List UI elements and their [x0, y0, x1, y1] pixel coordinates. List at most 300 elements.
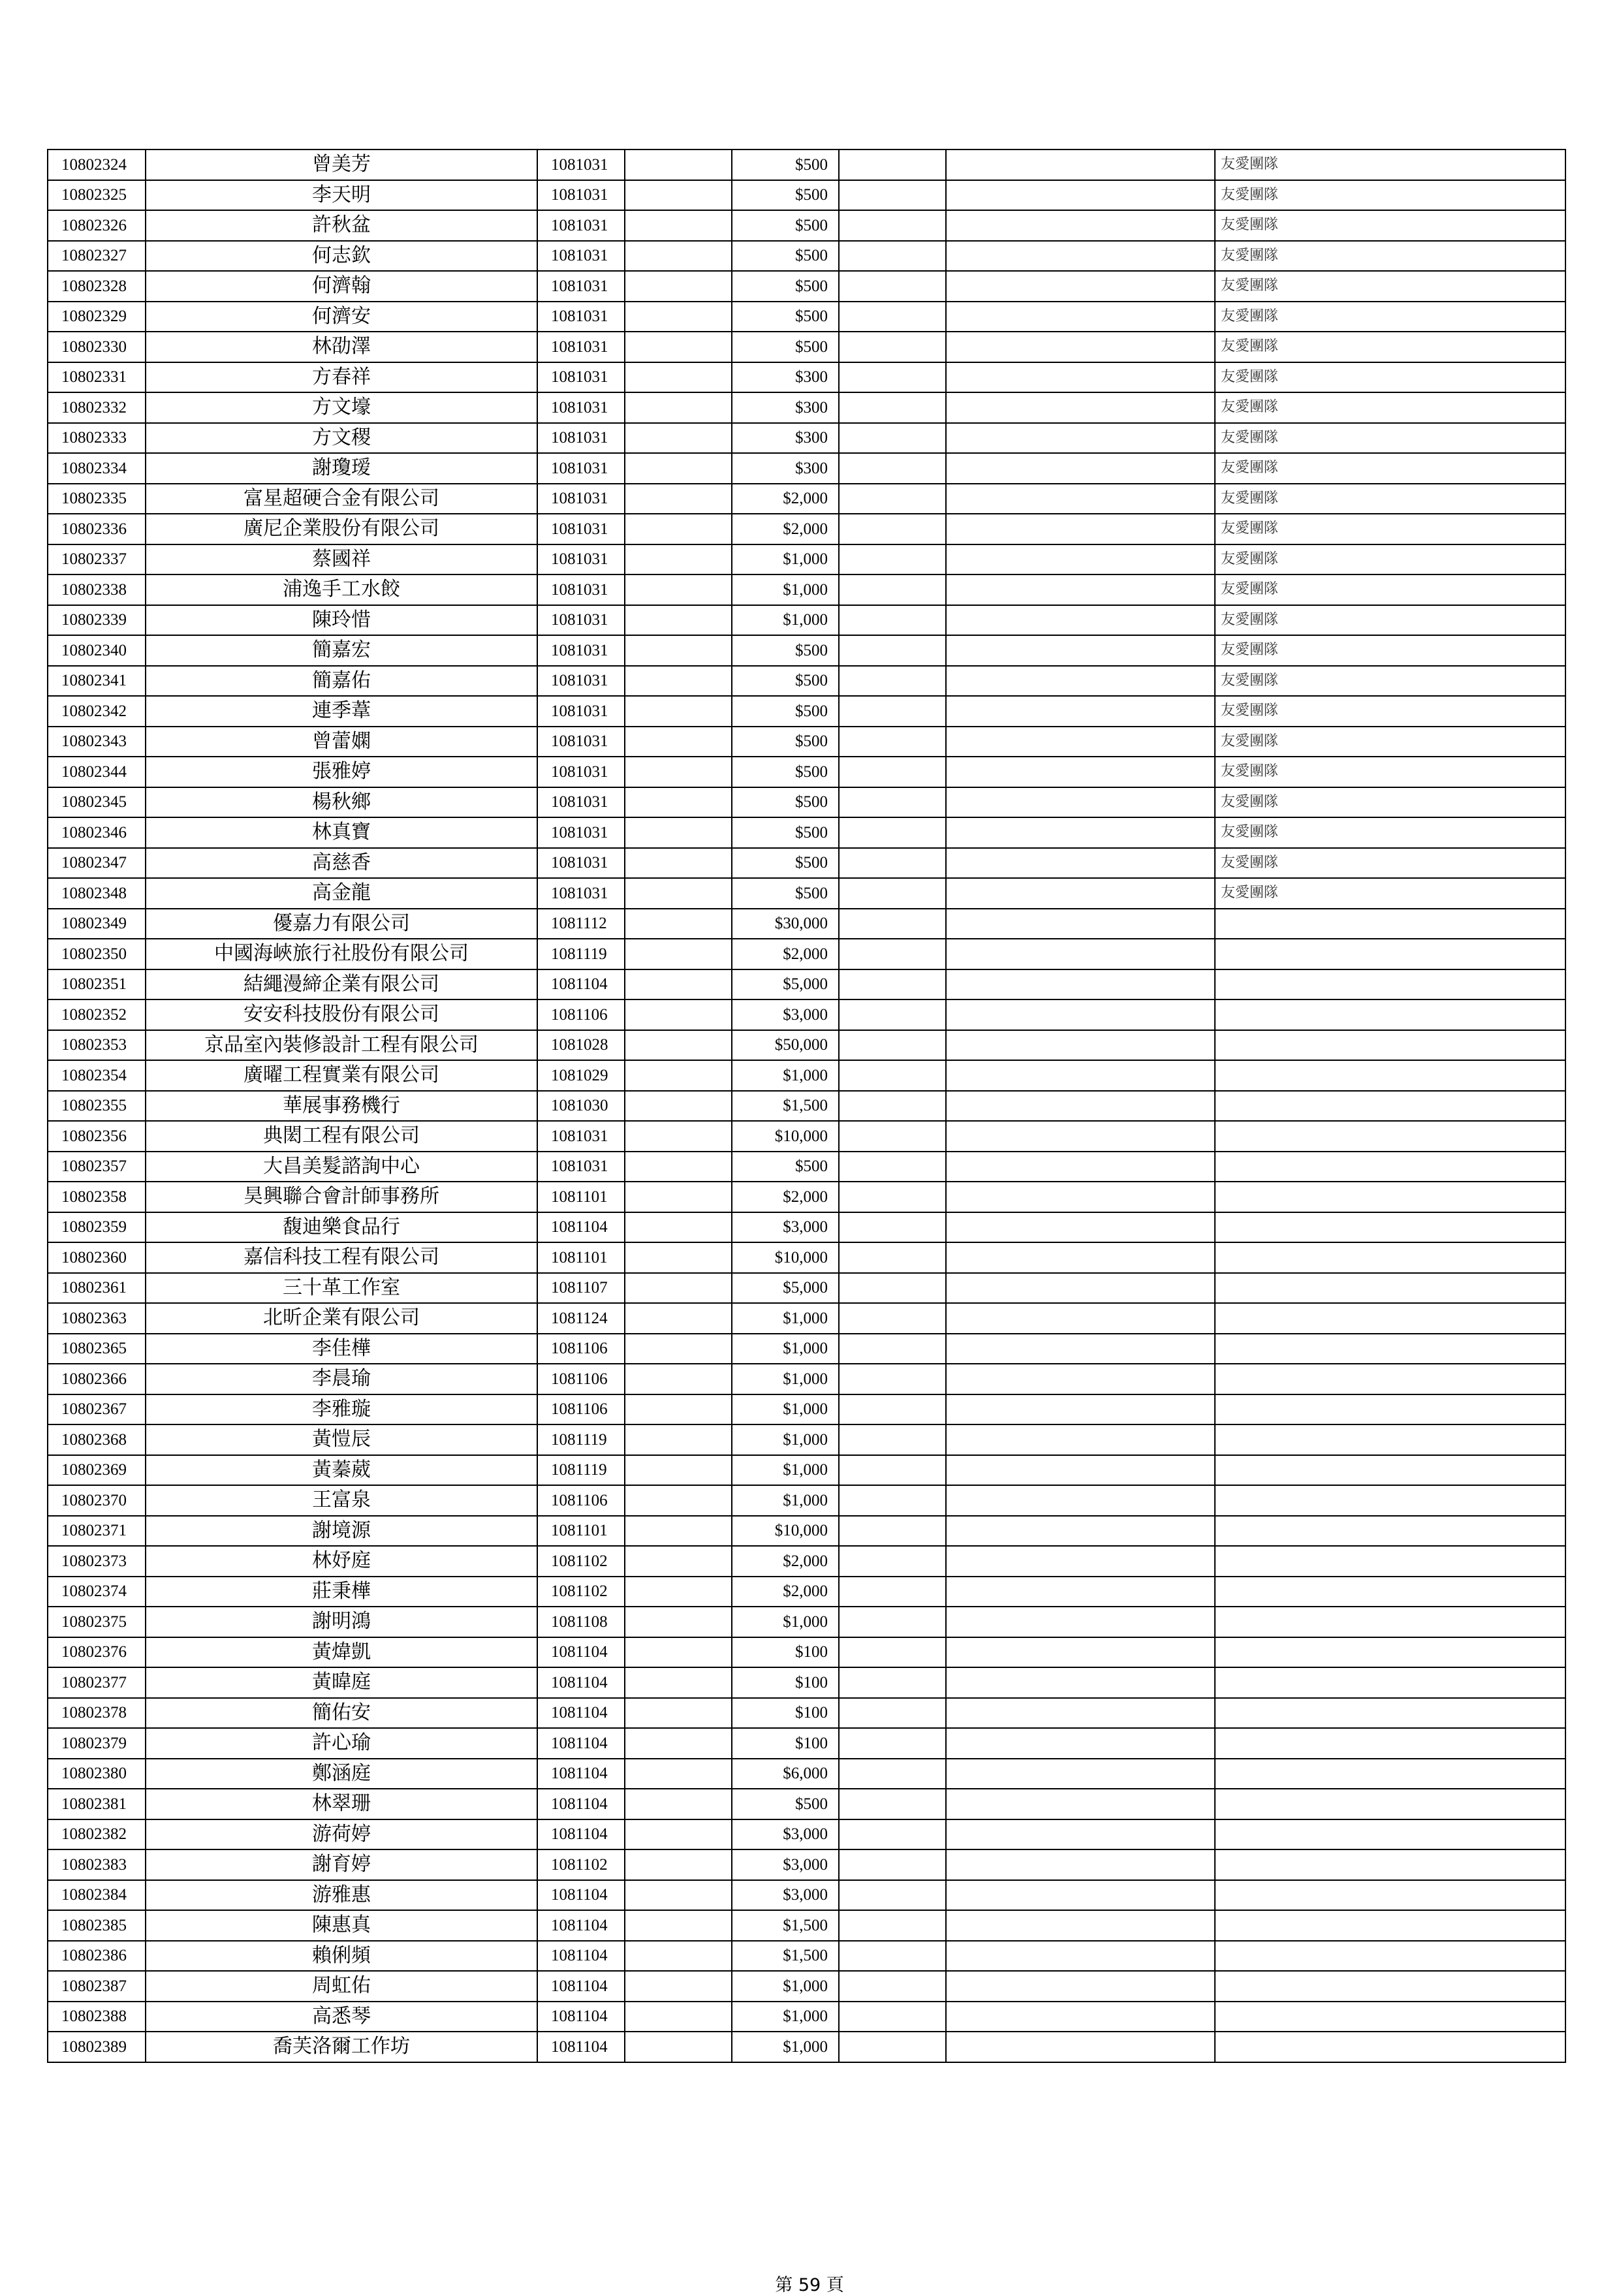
- blank-cell: [625, 1849, 732, 1880]
- blank-cell: [839, 1394, 946, 1425]
- blank-cell: [946, 1364, 1215, 1394]
- blank-cell: [839, 1030, 946, 1061]
- blank-cell: [625, 180, 732, 211]
- donor-name-cell: 李佳樺: [146, 1334, 537, 1364]
- receipt-number-cell: 10802377: [48, 1667, 146, 1698]
- note-cell: 友愛團隊: [1215, 757, 1565, 787]
- amount-cell: $500: [732, 271, 839, 302]
- blank-cell: [625, 696, 732, 727]
- note-cell: 友愛團隊: [1215, 149, 1565, 180]
- receipt-number-cell: 10802328: [48, 271, 146, 302]
- amount-cell: $6,000: [732, 1759, 839, 1789]
- blank-cell: [946, 149, 1215, 180]
- blank-cell: [839, 392, 946, 423]
- amount-cell: $1,500: [732, 1910, 839, 1941]
- date-cell: 1081106: [537, 999, 625, 1030]
- blank-cell: [625, 605, 732, 636]
- note-cell: 友愛團隊: [1215, 727, 1565, 757]
- date-cell: 1081031: [537, 1121, 625, 1152]
- amount-cell: $50,000: [732, 1030, 839, 1061]
- table-row: [48, 1819, 1565, 1850]
- table-row: [48, 332, 1565, 362]
- blank-cell: [625, 302, 732, 332]
- blank-cell: [946, 180, 1215, 211]
- blank-cell: [625, 666, 732, 697]
- date-cell: 1081031: [537, 696, 625, 727]
- date-cell: 1081107: [537, 1273, 625, 1304]
- amount-cell: $1,000: [732, 1060, 839, 1091]
- donor-name-cell: 廣尼企業股份有限公司: [146, 514, 537, 544]
- blank-cell: [946, 1303, 1215, 1334]
- blank-cell: [839, 666, 946, 697]
- blank-cell: [839, 757, 946, 787]
- blank-cell: [839, 302, 946, 332]
- note-cell: 友愛團隊: [1215, 180, 1565, 211]
- amount-cell: $1,000: [732, 1334, 839, 1364]
- blank-cell: [946, 757, 1215, 787]
- amount-cell: $1,000: [732, 1971, 839, 2002]
- blank-cell: [625, 332, 732, 362]
- receipt-number-cell: 10802373: [48, 1546, 146, 1577]
- blank-cell: [946, 1607, 1215, 1637]
- blank-cell: [839, 484, 946, 514]
- blank-cell: [839, 362, 946, 393]
- blank-cell: [946, 1910, 1215, 1941]
- receipt-number-cell: 10802387: [48, 1971, 146, 2002]
- blank-cell: [946, 1789, 1215, 1819]
- donor-name-cell: 游雅惠: [146, 1880, 537, 1911]
- donor-name-cell: 優嘉力有限公司: [146, 909, 537, 939]
- blank-cell: [946, 271, 1215, 302]
- blank-cell: [625, 484, 732, 514]
- blank-cell: [839, 1698, 946, 1729]
- donor-name-cell: 高慈香: [146, 848, 537, 879]
- note-cell: 友愛團隊: [1215, 453, 1565, 484]
- date-cell: 1081104: [537, 969, 625, 1000]
- blank-cell: [625, 241, 732, 272]
- date-cell: 1081031: [537, 210, 625, 241]
- blank-cell: [625, 999, 732, 1030]
- receipt-number-cell: 10802361: [48, 1273, 146, 1304]
- date-cell: 1081106: [537, 1394, 625, 1425]
- donor-name-cell: 黃煒凱: [146, 1637, 537, 1668]
- date-cell: 1081031: [537, 453, 625, 484]
- donor-name-cell: 簡佑安: [146, 1698, 537, 1729]
- donor-name-cell: 簡嘉宏: [146, 635, 537, 666]
- blank-cell: [839, 1091, 946, 1122]
- note-cell: [1215, 1849, 1565, 1880]
- date-cell: 1081031: [537, 484, 625, 514]
- receipt-number-cell: 10802376: [48, 1637, 146, 1668]
- blank-cell: [625, 1516, 732, 1547]
- table-row: [48, 1091, 1565, 1122]
- donor-name-cell: 李雅璇: [146, 1394, 537, 1425]
- blank-cell: [839, 514, 946, 544]
- blank-cell: [946, 574, 1215, 605]
- blank-cell: [625, 1121, 732, 1152]
- blank-cell: [625, 210, 732, 241]
- blank-cell: [625, 817, 732, 848]
- amount-cell: $500: [732, 180, 839, 211]
- blank-cell: [839, 1577, 946, 1607]
- receipt-number-cell: 10802344: [48, 757, 146, 787]
- amount-cell: $1,000: [732, 544, 839, 575]
- blank-cell: [625, 1577, 732, 1607]
- blank-cell: [625, 544, 732, 575]
- receipt-number-cell: 10802331: [48, 362, 146, 393]
- note-cell: [1215, 1880, 1565, 1911]
- receipt-number-cell: 10802356: [48, 1121, 146, 1152]
- amount-cell: $500: [732, 1152, 839, 1182]
- amount-cell: $300: [732, 392, 839, 423]
- blank-cell: [946, 1941, 1215, 1972]
- donor-name-cell: 安安科技股份有限公司: [146, 999, 537, 1030]
- blank-cell: [625, 1485, 732, 1516]
- note-cell: [1215, 1091, 1565, 1122]
- date-cell: 1081031: [537, 302, 625, 332]
- blank-cell: [625, 271, 732, 302]
- amount-cell: $1,000: [732, 2002, 839, 2032]
- amount-cell: $500: [732, 210, 839, 241]
- note-cell: 友愛團隊: [1215, 423, 1565, 454]
- note-cell: [1215, 1485, 1565, 1516]
- blank-cell: [839, 1607, 946, 1637]
- note-cell: [1215, 1910, 1565, 1941]
- blank-cell: [839, 1728, 946, 1759]
- blank-cell: [946, 2032, 1215, 2062]
- blank-cell: [839, 1060, 946, 1091]
- table-row: [48, 574, 1565, 605]
- blank-cell: [946, 1455, 1215, 1486]
- receipt-number-cell: 10802325: [48, 180, 146, 211]
- note-cell: 友愛團隊: [1215, 392, 1565, 423]
- donor-name-cell: 三十革工作室: [146, 1273, 537, 1304]
- amount-cell: $1,000: [732, 1424, 839, 1455]
- blank-cell: [946, 969, 1215, 1000]
- blank-cell: [839, 1971, 946, 2002]
- blank-cell: [625, 1091, 732, 1122]
- table-row: [48, 1364, 1565, 1394]
- donor-name-cell: 黃蓁葳: [146, 1455, 537, 1486]
- date-cell: 1081104: [537, 1759, 625, 1789]
- date-cell: 1081119: [537, 939, 625, 969]
- blank-cell: [625, 1759, 732, 1789]
- blank-cell: [839, 1121, 946, 1152]
- date-cell: 1081124: [537, 1303, 625, 1334]
- table-row: [48, 1334, 1565, 1364]
- receipt-number-cell: 10802365: [48, 1334, 146, 1364]
- donor-name-cell: 許心瑜: [146, 1728, 537, 1759]
- date-cell: 1081102: [537, 1546, 625, 1577]
- amount-cell: $1,500: [732, 1091, 839, 1122]
- donor-name-cell: 方文壕: [146, 392, 537, 423]
- table-row: [48, 1121, 1565, 1152]
- receipt-number-cell: 10802348: [48, 878, 146, 909]
- amount-cell: $1,500: [732, 1941, 839, 1972]
- amount-cell: $1,000: [732, 1364, 839, 1394]
- blank-cell: [625, 1910, 732, 1941]
- amount-cell: $500: [732, 241, 839, 272]
- date-cell: 1081101: [537, 1242, 625, 1273]
- amount-cell: $100: [732, 1637, 839, 1668]
- date-cell: 1081104: [537, 1637, 625, 1668]
- blank-cell: [625, 2032, 732, 2062]
- note-cell: 友愛團隊: [1215, 635, 1565, 666]
- note-cell: [1215, 1121, 1565, 1152]
- blank-cell: [946, 1546, 1215, 1577]
- receipt-number-cell: 10802349: [48, 909, 146, 939]
- blank-cell: [946, 1394, 1215, 1425]
- blank-cell: [625, 423, 732, 454]
- blank-cell: [839, 878, 946, 909]
- date-cell: 1081108: [537, 1607, 625, 1637]
- table-row: [48, 1516, 1565, 1547]
- table-row: [48, 1941, 1565, 1972]
- amount-cell: $500: [732, 696, 839, 727]
- table-row: [48, 787, 1565, 818]
- blank-cell: [839, 1424, 946, 1455]
- blank-cell: [946, 1637, 1215, 1668]
- date-cell: 1081101: [537, 1516, 625, 1547]
- receipt-number-cell: 10802333: [48, 423, 146, 454]
- note-cell: 友愛團隊: [1215, 605, 1565, 636]
- receipt-number-cell: 10802360: [48, 1242, 146, 1273]
- blank-cell: [625, 787, 732, 818]
- receipt-number-cell: 10802347: [48, 848, 146, 879]
- note-cell: [1215, 1394, 1565, 1425]
- date-cell: 1081104: [537, 1941, 625, 1972]
- amount-cell: $500: [732, 848, 839, 879]
- note-cell: 友愛團隊: [1215, 544, 1565, 575]
- blank-cell: [839, 1303, 946, 1334]
- blank-cell: [625, 149, 732, 180]
- amount-cell: $3,000: [732, 1212, 839, 1243]
- note-cell: [1215, 1607, 1565, 1637]
- date-cell: 1081106: [537, 1334, 625, 1364]
- receipt-number-cell: 10802339: [48, 605, 146, 636]
- blank-cell: [839, 544, 946, 575]
- date-cell: 1081031: [537, 848, 625, 879]
- donor-name-cell: 大昌美髮諮詢中心: [146, 1152, 537, 1182]
- donor-name-cell: 曾美芳: [146, 149, 537, 180]
- note-cell: [1215, 1303, 1565, 1334]
- blank-cell: [946, 939, 1215, 969]
- donor-name-cell: 莊秉樺: [146, 1577, 537, 1607]
- note-cell: 友愛團隊: [1215, 878, 1565, 909]
- note-cell: [1215, 1577, 1565, 1607]
- blank-cell: [625, 1637, 732, 1668]
- receipt-number-cell: 10802358: [48, 1182, 146, 1212]
- amount-cell: $3,000: [732, 1880, 839, 1911]
- donor-name-cell: 林真寶: [146, 817, 537, 848]
- note-cell: [1215, 1698, 1565, 1729]
- receipt-number-cell: 10802340: [48, 635, 146, 666]
- blank-cell: [625, 727, 732, 757]
- blank-cell: [625, 1880, 732, 1911]
- blank-cell: [946, 544, 1215, 575]
- table-row: [48, 817, 1565, 848]
- blank-cell: [625, 1728, 732, 1759]
- receipt-number-cell: 10802338: [48, 574, 146, 605]
- blank-cell: [625, 1273, 732, 1304]
- blank-cell: [839, 1759, 946, 1789]
- donor-name-cell: 賴俐頻: [146, 1941, 537, 1972]
- date-cell: 1081104: [537, 1819, 625, 1850]
- donor-name-cell: 謝明鴻: [146, 1607, 537, 1637]
- date-cell: 1081031: [537, 392, 625, 423]
- amount-cell: $1,000: [732, 1607, 839, 1637]
- donor-name-cell: 簡嘉佑: [146, 666, 537, 697]
- blank-cell: [946, 787, 1215, 818]
- amount-cell: $500: [732, 1789, 839, 1819]
- receipt-number-cell: 10802380: [48, 1759, 146, 1789]
- blank-cell: [625, 514, 732, 544]
- blank-cell: [839, 1182, 946, 1212]
- table-row: [48, 1667, 1565, 1698]
- note-cell: [1215, 1971, 1565, 2002]
- blank-cell: [839, 1152, 946, 1182]
- note-cell: [1215, 999, 1565, 1030]
- table-row: [48, 1242, 1565, 1273]
- donor-name-cell: 高悉琴: [146, 2002, 537, 2032]
- table-row: [48, 1152, 1565, 1182]
- blank-cell: [839, 909, 946, 939]
- blank-cell: [839, 939, 946, 969]
- donor-name-cell: 李天明: [146, 180, 537, 211]
- amount-cell: $30,000: [732, 909, 839, 939]
- receipt-number-cell: 10802388: [48, 2002, 146, 2032]
- blank-cell: [839, 1485, 946, 1516]
- donor-name-cell: 馥迪樂食品行: [146, 1212, 537, 1243]
- blank-cell: [839, 1819, 946, 1850]
- amount-cell: $1,000: [732, 1303, 839, 1334]
- blank-cell: [946, 1577, 1215, 1607]
- amount-cell: $1,000: [732, 574, 839, 605]
- receipt-number-cell: 10802324: [48, 149, 146, 180]
- blank-cell: [946, 1212, 1215, 1243]
- blank-cell: [946, 1424, 1215, 1455]
- amount-cell: $2,000: [732, 1577, 839, 1607]
- date-cell: 1081106: [537, 1485, 625, 1516]
- amount-cell: $100: [732, 1698, 839, 1729]
- donor-name-cell: 北昕企業有限公司: [146, 1303, 537, 1334]
- blank-cell: [625, 1971, 732, 2002]
- blank-cell: [839, 1849, 946, 1880]
- date-cell: 1081031: [537, 727, 625, 757]
- donor-name-cell: 陳惠真: [146, 1910, 537, 1941]
- blank-cell: [946, 878, 1215, 909]
- note-cell: [1215, 1759, 1565, 1789]
- amount-cell: $2,000: [732, 514, 839, 544]
- amount-cell: $500: [732, 149, 839, 180]
- table-row: [48, 1759, 1565, 1789]
- donor-name-cell: 何志欽: [146, 241, 537, 272]
- donor-name-cell: 何濟翰: [146, 271, 537, 302]
- table-row: [48, 969, 1565, 1000]
- blank-cell: [839, 332, 946, 362]
- amount-cell: $300: [732, 362, 839, 393]
- receipt-number-cell: 10802359: [48, 1212, 146, 1243]
- blank-cell: [946, 999, 1215, 1030]
- date-cell: 1081031: [537, 605, 625, 636]
- blank-cell: [625, 1060, 732, 1091]
- table-row: [48, 1728, 1565, 1759]
- blank-cell: [625, 969, 732, 1000]
- note-cell: [1215, 1546, 1565, 1577]
- note-cell: [1215, 1789, 1565, 1819]
- donor-name-cell: 謝育婷: [146, 1849, 537, 1880]
- note-cell: [1215, 969, 1565, 1000]
- table-row: [48, 544, 1565, 575]
- donor-name-cell: 鄭涵庭: [146, 1759, 537, 1789]
- date-cell: 1081104: [537, 1971, 625, 2002]
- date-cell: 1081031: [537, 180, 625, 211]
- date-cell: 1081031: [537, 666, 625, 697]
- blank-cell: [839, 817, 946, 848]
- blank-cell: [839, 696, 946, 727]
- note-cell: [1215, 909, 1565, 939]
- note-cell: [1215, 1334, 1565, 1364]
- blank-cell: [625, 1455, 732, 1486]
- receipt-number-cell: 10802386: [48, 1941, 146, 1972]
- table-row: [48, 848, 1565, 879]
- blank-cell: [946, 1849, 1215, 1880]
- receipt-number-cell: 10802363: [48, 1303, 146, 1334]
- date-cell: 1081106: [537, 1364, 625, 1394]
- amount-cell: $3,000: [732, 999, 839, 1030]
- date-cell: 1081104: [537, 1728, 625, 1759]
- note-cell: 友愛團隊: [1215, 574, 1565, 605]
- blank-cell: [625, 2002, 732, 2032]
- date-cell: 1081031: [537, 574, 625, 605]
- blank-cell: [625, 1546, 732, 1577]
- blank-cell: [946, 241, 1215, 272]
- blank-cell: [625, 1667, 732, 1698]
- blank-cell: [839, 1667, 946, 1698]
- receipt-number-cell: 10802332: [48, 392, 146, 423]
- amount-cell: $1,000: [732, 1455, 839, 1486]
- receipt-number-cell: 10802330: [48, 332, 146, 362]
- receipt-number-cell: 10802369: [48, 1455, 146, 1486]
- date-cell: 1081104: [537, 1667, 625, 1698]
- blank-cell: [625, 392, 732, 423]
- amount-cell: $1,000: [732, 605, 839, 636]
- receipt-number-cell: 10802329: [48, 302, 146, 332]
- note-cell: 友愛團隊: [1215, 787, 1565, 818]
- note-cell: 友愛團隊: [1215, 210, 1565, 241]
- note-cell: 友愛團隊: [1215, 302, 1565, 332]
- blank-cell: [625, 1242, 732, 1273]
- blank-cell: [625, 574, 732, 605]
- blank-cell: [839, 149, 946, 180]
- receipt-number-cell: 10802357: [48, 1152, 146, 1182]
- blank-cell: [946, 909, 1215, 939]
- blank-cell: [839, 635, 946, 666]
- blank-cell: [839, 1880, 946, 1911]
- receipt-number-cell: 10802389: [48, 2032, 146, 2062]
- receipt-number-cell: 10802354: [48, 1060, 146, 1091]
- receipt-number-cell: 10802336: [48, 514, 146, 544]
- blank-cell: [625, 1394, 732, 1425]
- receipt-number-cell: 10802384: [48, 1880, 146, 1911]
- date-cell: 1081104: [537, 2002, 625, 2032]
- blank-cell: [625, 1152, 732, 1182]
- table-row: [48, 635, 1565, 666]
- blank-cell: [946, 1273, 1215, 1304]
- blank-cell: [839, 241, 946, 272]
- note-cell: [1215, 1273, 1565, 1304]
- table-row: [48, 514, 1565, 544]
